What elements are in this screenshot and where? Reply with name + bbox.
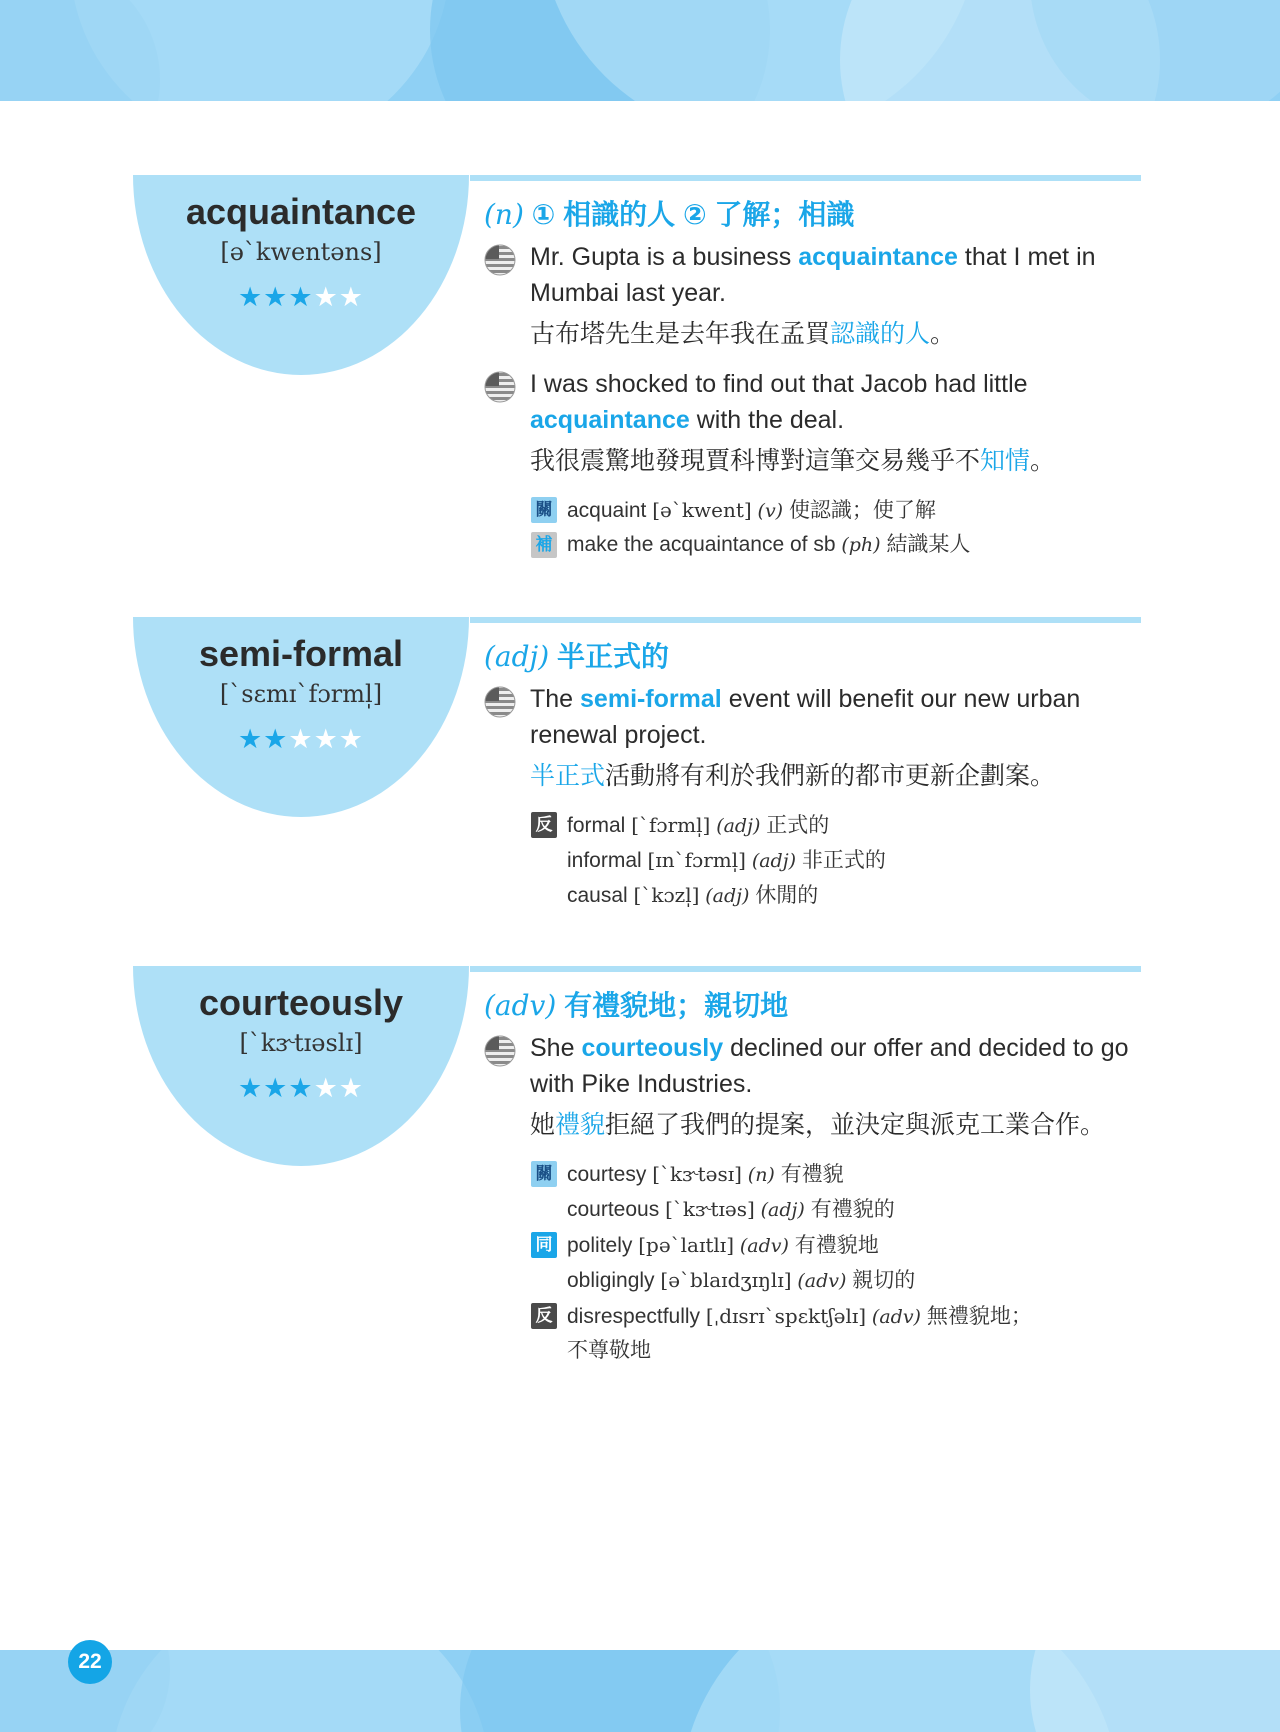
related-word-line: informal [ɪnˋfɔrml̩] (adj) 非正式的 xyxy=(567,848,886,872)
related-word-line: obligingly [əˋblaɪdʒɪŋlɪ] (adv) 親切的 xyxy=(567,1268,916,1292)
related-word-line: politely [pəˋlaɪtlɪ] (adv) 有禮貌地 xyxy=(567,1233,879,1257)
entry-top-rule xyxy=(470,175,1141,181)
definition-line xyxy=(484,635,669,675)
related-word-line-continued: 不尊敬地 xyxy=(567,1339,651,1362)
entry-top-rule xyxy=(470,966,1141,972)
related-word-line: disrespectfully [ˌdɪsrɪˋspɛktʃəlɪ] (adv) 無禮貌地； xyxy=(567,1304,1032,1328)
example-sentence-zh: 我很震驚地發現賈科博對這筆交易幾乎不知情。 xyxy=(530,447,1056,475)
headword: courteously xyxy=(198,982,404,1023)
example-sentence-zh: 古布塔先生是去年我在孟買認識的人。 xyxy=(530,320,956,348)
related-word-line: causal [ˋkɔzl̩] (adj) 休閒的 xyxy=(567,883,819,907)
page-number: 22 xyxy=(68,1640,112,1684)
chinese-meaning: ① 相識的人 ② 了解；相識 xyxy=(531,199,855,230)
chinese-meaning: 有禮貌地；親切地 xyxy=(564,990,789,1021)
difficulty-stars xyxy=(133,1073,469,1104)
example-sentence-en: The semi-formal event will benefit our new urban renewal project. xyxy=(530,685,1081,749)
related-word-line: formal [ˋfɔrml̩] (adj) 正式的 xyxy=(567,813,830,837)
us-flag-icon xyxy=(484,686,516,718)
us-flag-icon xyxy=(484,244,516,276)
part-of-speech: (adj) xyxy=(484,640,550,673)
empty-stars: ★★ xyxy=(313,282,365,312)
us-flag-icon xyxy=(484,371,516,403)
related-word-line: courtesy [ˋkɝtəsɪ] (n) 有禮貌 xyxy=(567,1162,844,1186)
headword: semi-formal xyxy=(198,633,404,674)
antonym-tag-icon: 反 xyxy=(531,1303,557,1329)
part-of-speech: (n) xyxy=(484,198,524,231)
related-word-line: make the acquaintance of sb (ph) 結識某人 xyxy=(567,533,971,556)
part-of-speech: (adv) xyxy=(484,989,557,1022)
antonym-tag-icon: 反 xyxy=(531,812,557,838)
difficulty-stars xyxy=(133,282,469,313)
filled-stars: ★★ xyxy=(237,724,289,754)
synonym-tag-icon: 同 xyxy=(531,1232,557,1258)
supplement-tag-icon: 補 xyxy=(531,532,557,558)
example-sentence-en: I was shocked to find out that Jacob had little acquaintance with the deal. xyxy=(530,370,1028,434)
difficulty-stars xyxy=(133,724,469,755)
top-decorative-band xyxy=(0,0,1280,101)
example-sentence-zh: 她禮貌拒絕了我們的提案，並決定與派克工業合作。 xyxy=(530,1111,1106,1139)
empty-stars: ★★ xyxy=(313,1073,365,1103)
chinese-meaning: 半正式的 xyxy=(556,641,669,672)
headword: acquaintance xyxy=(185,191,417,232)
example-sentence-zh: 半正式活動將有利於我們新的都市更新企劃案。 xyxy=(530,762,1056,790)
headword-ipa: [əˋkwentəns] xyxy=(220,238,382,266)
related-word-line: courteous [ˋkɝtɪəs] (adj) 有禮貌的 xyxy=(567,1197,895,1221)
entry-top-rule xyxy=(470,617,1141,623)
example-sentence-en: She courteously declined our offer and decided to go with Pike Industries. xyxy=(530,1034,1129,1098)
definition-line xyxy=(484,984,788,1024)
definition-line xyxy=(484,193,854,233)
related-tag-icon: 關 xyxy=(531,497,557,523)
filled-stars: ★★★ xyxy=(237,282,314,312)
headword-ipa: [ˋsɛmɪˋfɔrml̩] xyxy=(219,680,383,708)
example-sentence-en: Mr. Gupta is a business acquaintance that I met in Mumbai last year. xyxy=(530,243,1096,307)
us-flag-icon xyxy=(484,1035,516,1067)
related-word-line: acquaint [əˋkwent] (v) 使認識；使了解 xyxy=(567,498,936,522)
related-tag-icon: 關 xyxy=(531,1161,557,1187)
bottom-decorative-band xyxy=(0,1650,1280,1732)
filled-stars: ★★★ xyxy=(237,1073,314,1103)
headword-ipa: [ˋkɝtɪəslɪ] xyxy=(239,1029,363,1057)
empty-stars: ★★★ xyxy=(288,724,365,754)
